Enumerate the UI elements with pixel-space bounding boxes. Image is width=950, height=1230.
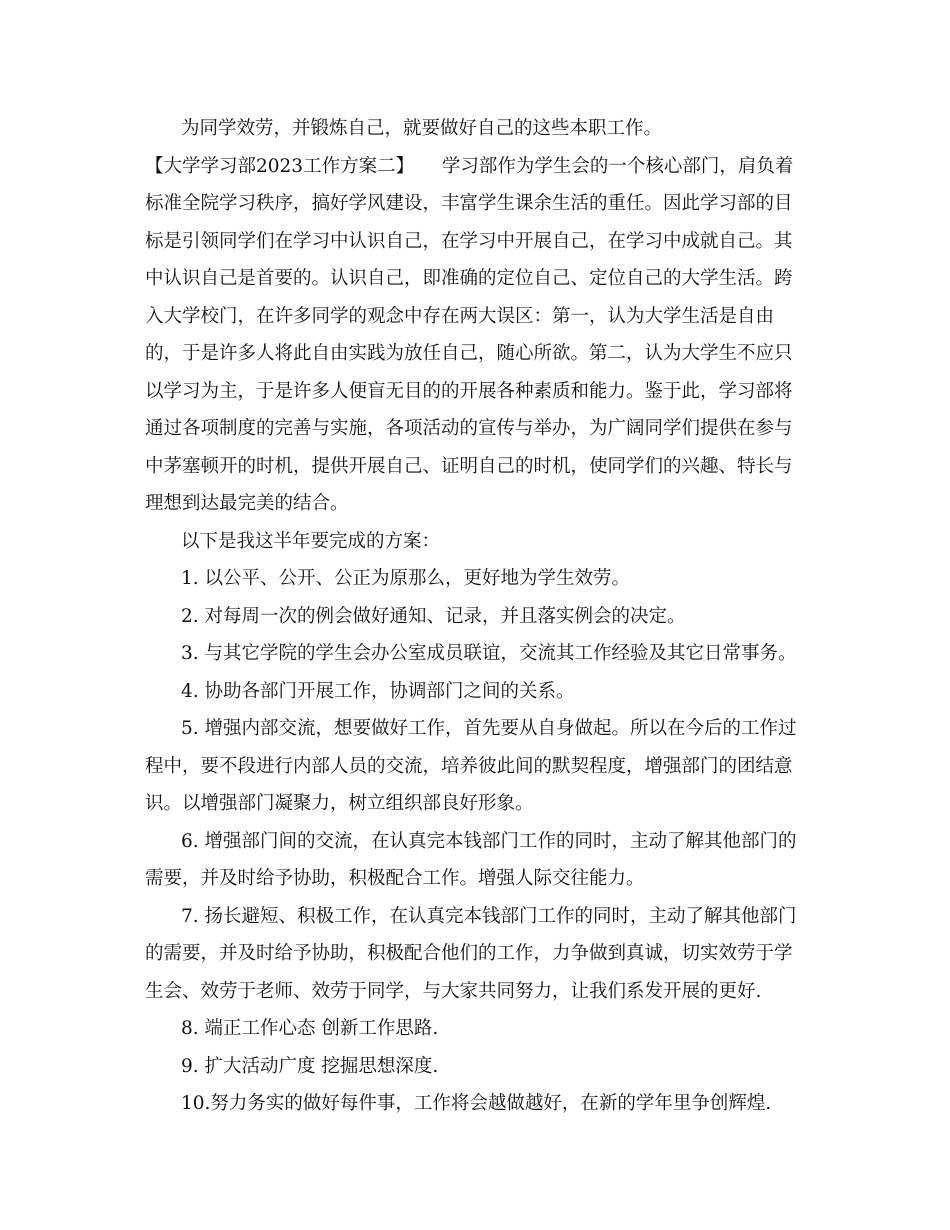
list-item-7-cont-1: 的需要，并及时给予协助，积极配合他们的工作，力争做到真诚，切实效劳于学 (145, 943, 793, 964)
list-item-1: 1. 以公平、公开、公正为原那么，更好地为学生效劳。 (181, 568, 631, 589)
list-item-3: 3. 与其它学院的学生会办公室成员联谊，交流其工作经验及其它日常事务。 (181, 643, 797, 664)
list-item-6: 6. 增强部门间的交流，在认真完本钱部门工作的同时，主动了解其他部门的 (181, 831, 797, 852)
text-line-7: 的，于是许多人将此自由实践为放任自己，随心所欲。第二，认为大学生不应只 (145, 343, 793, 364)
list-item-7-cont-2: 生会、效劳于老师、效劳于同学，与大家共同努力，让我们系发开展的更好. (145, 981, 762, 1002)
list-item-7: 7. 扬长避短、积极工作，在认真完本钱部门工作的同时，主动了解其他部门 (181, 906, 797, 927)
text-line-1: 为同学效劳，并锻炼自己，就要做好自己的这些本职工作。 (181, 118, 663, 139)
text-line-2: 【大学学习部2023工作方案二】 学习部作为学生会的一个核心部门，肩负着 (145, 156, 794, 177)
text-line-9: 通过各项制度的完善与实施，各项活动的宣传与举办，为广阔同学们提供在参与 (145, 418, 793, 439)
list-item-6-cont-1: 需要，并及时给予协助，积极配合工作。增强人际交往能力。 (145, 868, 645, 889)
list-item-5-cont-2: 识。以增强部门凝聚力，树立组织部良好形象。 (145, 793, 534, 814)
text-line-12: 以下是我这半年要完成的方案： (181, 531, 441, 552)
list-item-4: 4. 协助各部门开展工作，协调部门之间的关系。 (181, 681, 575, 702)
text-line-6: 入大学校门，在许多同学的观念中存在两大误区：第一，认为大学生活是自由 (145, 306, 775, 327)
text-line-4: 标是引领同学们在学习中认识自己，在学习中开展自己，在学习中成就自己。其 (145, 231, 793, 252)
list-item-5-cont-1: 程中，要不段进行内部人员的交流，培养彼此间的默契程度，增强部门的团结意 (145, 756, 793, 777)
list-item-2: 2. 对每周一次的例会做好通知、记录，并且落实例会的决定。 (181, 606, 686, 627)
text-line-5: 中认识自己是首要的。认识自己，即准确的定位自己、定位自己的大学生活。跨 (145, 268, 793, 289)
list-item-9: 9. 扩大活动广度 挖掘思想深度. (181, 1056, 439, 1077)
list-item-8: 8. 端正工作心态 创新工作思路. (181, 1018, 439, 1039)
text-line-10: 中茅塞顿开的时机，提供开展自己、证明自己的时机，使同学们的兴趣、特长与 (145, 456, 793, 477)
list-item-5: 5. 增强内部交流，想要做好工作，首先要从自身做起。所以在今后的工作过 (181, 718, 797, 739)
text-line-11: 理想到达最完美的结合。 (145, 493, 349, 514)
list-item-10: 10.努力务实的做好每件事，工作将会越做越好，在新的学年里争创辉煌. (181, 1093, 772, 1114)
text-line-8: 以学习为主，于是许多人便盲无目的的开展各种素质和能力。鉴于此，学习部将 (145, 381, 793, 402)
text-line-3: 标准全院学习秩序，搞好学风建设，丰富学生课余生活的重任。因此学习部的目 (145, 193, 793, 214)
